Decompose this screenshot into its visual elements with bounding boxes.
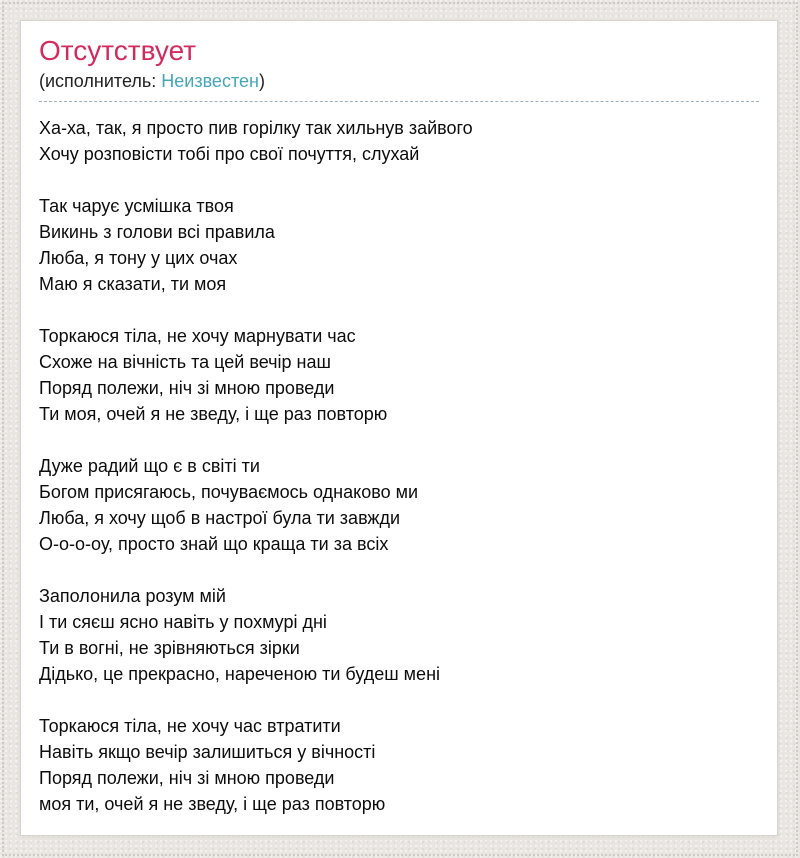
lyric-line: Ха-ха, так, я просто пив горілку так хильнув зайвого [39,118,473,138]
lyric-line: Ти моя, очей я не зведу, і ще раз повторю [39,404,388,424]
lyrics-card [20,20,778,836]
lyric-line: О-о-о-оу, просто знай що краща ти за всіх [39,534,389,554]
lyric-line: Дуже радий що є в світі ти [39,456,260,476]
lyric-line: Богом присягаюсь, почуваємось однаково ми [39,482,419,502]
stanza [39,115,759,167]
lyric-line: Люба, я тону у цих очах [39,248,238,268]
lyric-line: Торкаюся тіла, не хочу час втратити [39,716,341,736]
artist-label-prefix: (исполнитель: [39,71,157,91]
lyric-line: моя ти, очей я не зведу, і ще раз повторю [39,794,386,814]
lyric-line: Маю я сказати, ти моя [39,274,227,294]
stanza [39,713,759,817]
lyrics-text [39,115,759,817]
lyric-line: Заполонила розум мій [39,586,226,606]
lyric-line: Схоже на вічність та цей вечір наш [39,352,331,372]
stanza [39,453,759,557]
song-header [39,34,759,102]
lyric-line: Ти в вогні, не зрівняються зірки [39,638,300,658]
artist-label-suffix: ) [258,71,265,91]
lyric-line: Торкаюся тіла, не хочу марнувати час [39,326,356,346]
lyric-line: І ти сяєш ясно навіть у похмурі дні [39,612,327,632]
stanza [39,583,759,687]
lyric-line: Дідько, це прекрасно, нареченою ти будеш мені [39,664,441,684]
lyric-line: Хочу розповісти тобі про свої почуття, слухай [39,144,420,164]
lyric-line: Так чарує усмішка твоя [39,196,234,216]
artist-link[interactable]: Неизвестен [161,71,259,91]
stanza [39,193,759,297]
lyric-line: Поряд полежи, ніч зі мною проведи [39,378,335,398]
artist-line [39,69,759,93]
lyric-line: Викинь з голови всі правила [39,222,275,242]
lyric-line: Люба, я хочу щоб в настрої була ти завжди [39,508,401,528]
lyric-line: Навіть якщо вечір залишиться у вічності [39,742,376,762]
stanza [39,323,759,427]
lyric-line: Поряд полежи, ніч зі мною проведи [39,768,335,788]
song-title: Отсутствует [39,35,197,66]
